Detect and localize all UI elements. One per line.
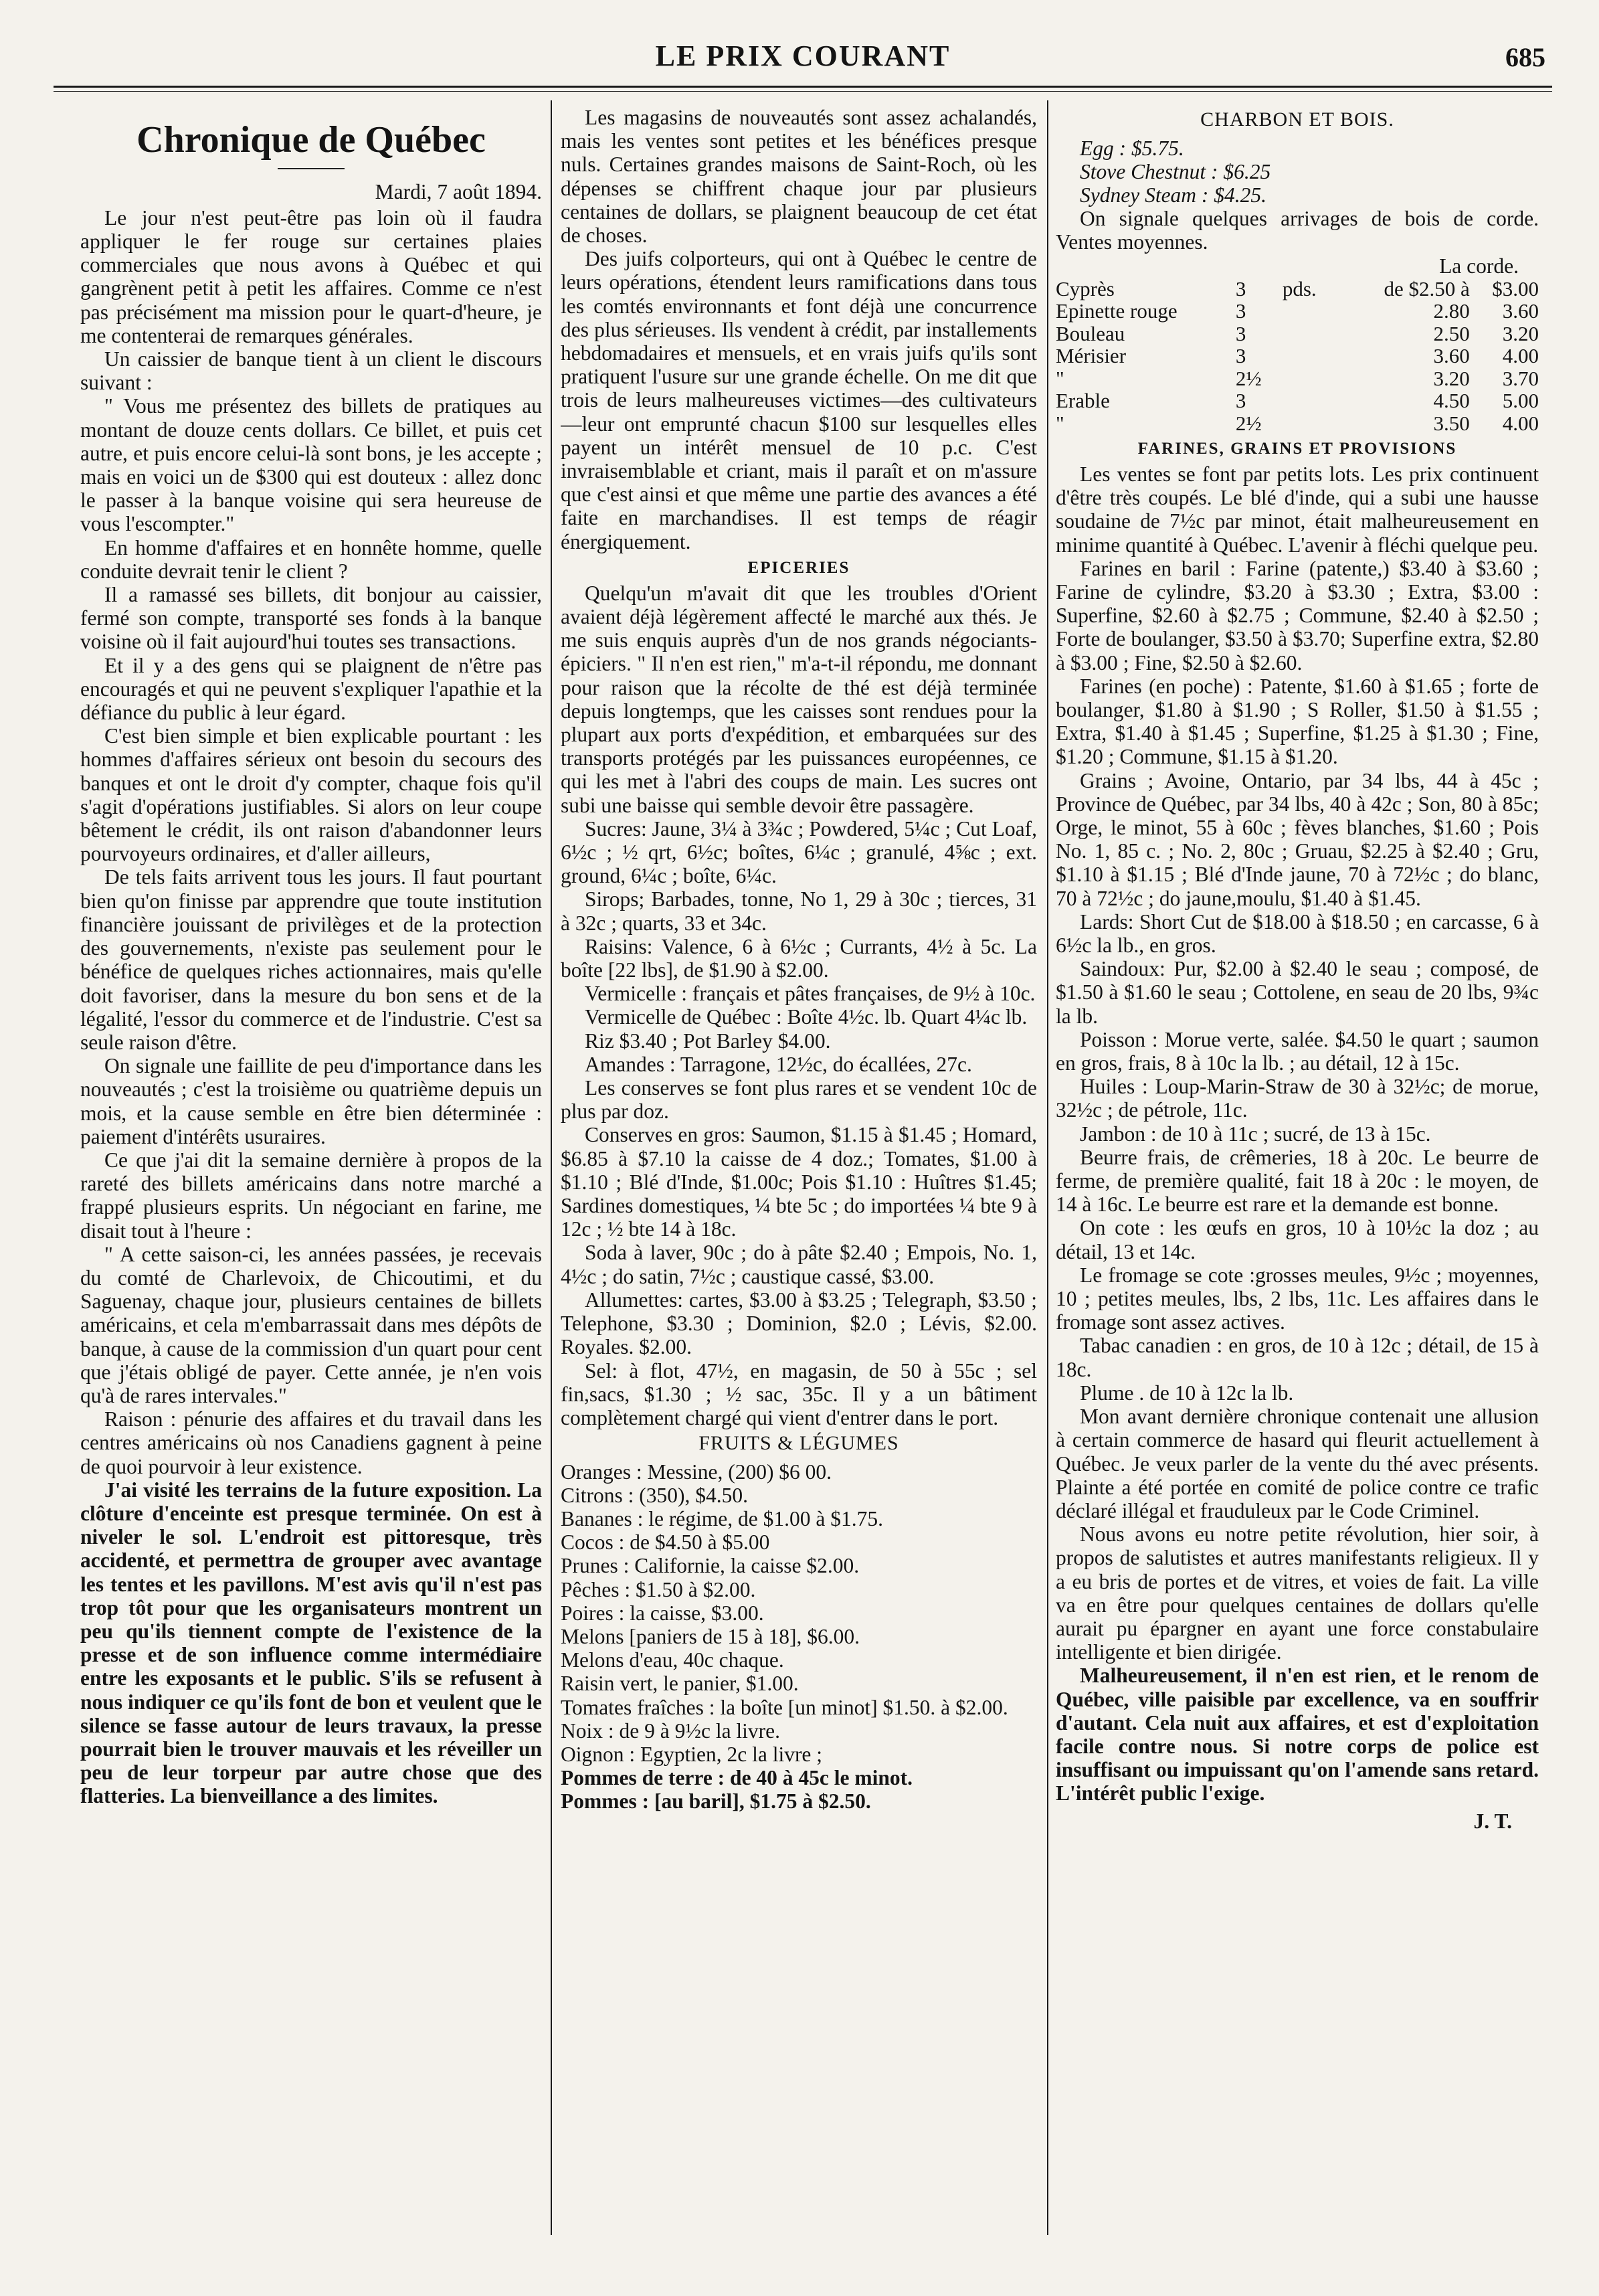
paragraph: Il a ramassé ses billets, dit bonjour au caissier, fermé son compte, transporté ses fonds à la banque voisine où il fait aujourd'hui toutes ses transactions. <box>80 583 542 654</box>
wood-cell: 3.60 <box>1433 344 1470 368</box>
price-item: Saindoux: Pur, $2.00 à $2.40 le seau ; composé, de $1.50 à $1.60 le seau ; Cottolene, en seau de 20 lbs, 9¾c la lb. <box>1056 957 1539 1028</box>
price-item: Raisin vert, le panier, $1.00. <box>561 1672 799 1696</box>
wood-row <box>1056 367 1539 389</box>
paragraph: Mon avant dernière chronique contenait une allusion à certain commerce de hasard qui fleurit actuellement à Québec. Je veux parler de la vente du thé avec présents. Plainte a été portée en comité de police contre ce trafic déclaré illégal et frauduleux par le Code Criminel. <box>1056 1405 1539 1522</box>
wood-row <box>1056 300 1539 322</box>
price-item: Melons [paniers de 15 à 18], $6.00. <box>561 1625 860 1649</box>
wood-cell <box>1283 300 1343 322</box>
wood-cell: 4.50 <box>1433 389 1470 413</box>
price-item: Noix : de 9 à 9½c la livre. <box>561 1718 781 1743</box>
wood-cell: Erable <box>1056 389 1110 413</box>
price-item: Poires : la caisse, $3.00. <box>561 1601 764 1625</box>
wood-cell <box>1283 412 1343 434</box>
price-item: Raisins: Valence, 6 à 6½c ; Currants, 4½ à 5c. La boîte [22 lbs], de $1.90 à $2.00. <box>561 934 1037 982</box>
price-item: Le fromage se cote :grosses meules, 9½c ; moyennes, 10 ; petites meules, lbs, 2 lbs, 11c. Les affaires dans le fromage sont assez actives. <box>1056 1263 1539 1334</box>
price-item: On cote : les œufs en gros, 10 à 10½c la doz ; au détail, 13 et 14c. <box>1056 1216 1539 1263</box>
paragraph: Et il y a des gens qui se plaignent de n'être pas encouragés et qui ne peuvent s'expliquer l'apathie et la défiance du public à leur égard. <box>80 653 542 725</box>
price-item: Pommes : [au baril], $1.75 à $2.50. <box>561 1789 871 1814</box>
price-item: Grains ; Avoine, Ontario, par 34 lbs, 44 à 45c ; Province de Québec, par 34 lbs, 40 à 42c ; Son, 80 à 85c; Orge, le minot, 55 à 60c ; fèves blanches, $1.60 ; Pois No. 1, 85 c. ; No. 2, 80c ; Gruau, $2.25 à $2.40 ; Gru, $1.10 à $1.15 ; Blé d'Inde jaune, 70 à 72½c ; do blanc, 70 à 72½c ; do jaune,moulu, $1.40 à $1.45. <box>1056 768 1539 910</box>
price-item: Oignon : Egyptien, 2c la livre ; <box>561 1743 823 1767</box>
wood-cell: 3 <box>1235 344 1246 368</box>
heading-dash <box>278 168 345 169</box>
price-item: Bananes : le régime, de $1.00 à $1.75. <box>561 1507 883 1531</box>
wood-cell: Mérisier <box>1056 344 1127 368</box>
price-item: Jambon : de 10 à 11c ; sucré, de 13 à 15c. <box>1080 1122 1431 1146</box>
wood-table-header: La corde. <box>1439 254 1519 278</box>
paragraph: " Vous me présentez des billets de pratiques au montant de douze cents dollars. Ce billet, et puis cet autre, et puis encore celui-là sont bons, je les accepte ; mais en voici un de $300 qui est douteux : allez donc le passer à la banque voisine qui sera heureuse de vous l'escompter." <box>80 394 542 536</box>
wood-cell: " <box>1056 411 1064 435</box>
price-item: Oranges : Messine, (200) $6 00. <box>561 1460 832 1484</box>
wood-cell: 3 <box>1235 276 1246 300</box>
wood-cell: Bouleau <box>1056 321 1125 345</box>
page-number: 685 <box>1505 42 1545 72</box>
column-chronique <box>80 106 542 2234</box>
price-item: Pommes de terre : de 40 à 45c le minot. <box>561 1766 913 1790</box>
price-item: Beurre frais, de crêmeries, 18 à 20c. Le beurre de ferme, de première qualité, fait 18 à 20c : le moyen, de 14 à 16c. Le beurre est rare et la demande est bonne. <box>1056 1145 1539 1217</box>
wood-cell: 3.60 <box>1502 299 1539 323</box>
section-heading-charbon: CHARBON ET BOIS. <box>1200 108 1394 130</box>
wood-cell <box>1283 323 1343 345</box>
price-item: Soda à laver, 90c ; do à pâte $2.40 ; Empois, No. 1, 4½c ; do satin, 7½c ; caustique cassé, $3.00. <box>561 1241 1037 1288</box>
wood-cell: 3.20 <box>1433 366 1470 390</box>
price-item: Prunes : Californie, la caisse $2.00. <box>561 1554 860 1578</box>
header-rule-thin <box>54 91 1552 92</box>
price-item: Plume . de 10 à 12c la lb. <box>1080 1381 1294 1405</box>
price-item: Allumettes: cartes, $3.00 à $3.25 ; Telegraph, $3.50 ; Telephone, $3.30 ; Dominion, $2.0 ; Lévis, $2.00. Royales. $2.00. <box>561 1288 1037 1359</box>
paragraph: Raison : pénurie des affaires et du travail dans les centres américains où nos Canadiens gagnent à peine de quoi pourvoir à leur existence. <box>80 1407 542 1478</box>
wood-cell: 2½ <box>1235 411 1262 435</box>
price-item: Farines en baril : Farine (patente,) $3.40 à $3.60 ; Farine de cylindre, $3.20 à $3.30 ; Extra, $3.00 : Superfine, $2.60 à $2.75 ; Commune, $2.40 à $2.50 ; Forte de boulanger, $3.50 à $3.70; Superfine extra, $2.80 à $3.00 ; Fine, $2.50 à $2.60. <box>1056 556 1539 675</box>
paragraph: On signale quelques arrivages de bois de corde. Ventes moyennes. <box>1056 207 1539 254</box>
price-item: Cocos : de $4.50 à $5.00 <box>561 1530 770 1555</box>
price-item: Huiles : Loup-Marin-Straw de 30 à 32½c; de morue, 32½c ; de pétrole, 11c. <box>1056 1075 1539 1122</box>
paragraph: Les conserves se font plus rares et se vendent 10c de plus par doz. <box>561 1076 1037 1124</box>
price-item: Conserves en gros: Saumon, $1.15 à $1.45 ; Homard, $6.85 à $7.10 la caisse de 4 doz.; Tomates, $1.00 à $1.10 ; Blé d'Inde, $1.00c; Pois $1.10 : Huîtres $1.45; Sardines domestiques, ¼ bte 5c ; do importées ¼ bte 9 à 12c ; ½ bte 14 à 18c. <box>561 1123 1037 1241</box>
wood-row <box>1056 412 1539 434</box>
wood-row <box>1056 323 1539 345</box>
wood-cell: 4.00 <box>1502 344 1539 368</box>
section-heading-fruits: FRUITS & LÉGUMES <box>698 1432 899 1455</box>
paragraph: De tels faits arrivent tous les jours. Il faut pourtant bien qu'on finisse par apprendre que toute institution financière jouissant de privilèges et de la protection des gouvernements, n'existe pas seulement pour le bénéfice de quelques riches actionnaires, mais qu'elle doit favoriser, dans la mesure du bon sens et de la légalité, l'essor du commerce et de l'industrie. C'est sa seule raison d'être. <box>80 865 542 1054</box>
paragraph: C'est bien simple et bien explicable pourtant : les hommes d'affaires sérieux ont besoin du secours des banques et ont le droit d'y compter, chaque fois qu'il s'agit d'opérations justifiables. Si alors on leur coupe bêtement le crédit, ils ont raison d'abandonner leurs pourvoyeurs ordinaires, et d'aller ailleurs, <box>80 724 542 866</box>
wood-row <box>1056 345 1539 367</box>
paragraph: Les ventes se font par petits lots. Les prix continuent d'être très coupés. Le blé d'inde, qui a subi une hausse soudaine de 7½c par minot, était malheureusement en minime quantité à Québec. L'avenir à fléchi quelque peu. <box>1056 462 1539 557</box>
column-epiceries <box>561 106 1037 2234</box>
paragraph: Malheureusement, il n'en est rien, et le renom de Québec, ville paisible par excellence, va en souffrir d'autant. Cela nuit aux affaires, et est d'exploitation facile contre nous. Si notre corps de police est insuffisant ou impuissant qu'on l'amende sans retard. L'intérêt public l'exige. <box>1056 1664 1539 1805</box>
wood-cell: 3 <box>1235 389 1246 413</box>
wood-cell: 2.80 <box>1433 299 1470 323</box>
price-item: Lards: Short Cut de $18.00 à $18.50 ; en carcasse, 6 à 6½c la lb., en gros. <box>1056 909 1539 958</box>
price-item: Tabac canadien : en gros, de 10 à 12c ; détail, de 15 à 18c. <box>1056 1334 1539 1381</box>
page-header <box>54 39 1552 79</box>
price-item: Poisson : Morue verte, salée. $4.50 le quart ; saumon en gros, frais, 8 à 10c la lb. ; au détail, 12 à 15c. <box>1056 1027 1539 1075</box>
article-dateline: Mardi, 7 août 1894. <box>375 179 542 203</box>
price-item: Sirops; Barbades, tonne, No 1, 29 à 30c ; tierces, 31 à 32c ; quarts, 33 et 34c. <box>561 887 1037 935</box>
article-heading: Chronique de Québec <box>136 119 486 161</box>
price-item: Pêches : $1.50 à $2.00. <box>561 1577 756 1601</box>
paragraph: Quelqu'un m'avait dit que les troubles d'Orient avaient déjà légèrement affecté le marché aux thés. Je me suis enquis auprès d'un de nos grands négociants-épiciers. " Il n'en est rien," m'a-t-il répondu, me donnant pour raison que la récolte de thé est déjà terminée depuis longtemps, que les caisses sont rendues pour la plupart aux ports d'expédition, et embarquées sur des transports protégés par les puissances européennes, ce qui les met à l'abri des coups de main. Les sucres ont subi une baisse qui semble devoir être passagère. <box>561 581 1037 817</box>
coal-price: Stove Chestnut : $6.25 <box>1080 159 1271 183</box>
coal-price: Sydney Steam : $4.25. <box>1080 183 1267 207</box>
section-heading-farines: FARINES, GRAINS ET PROVISIONS <box>1137 440 1457 458</box>
paragraph: Nous avons eu notre petite révolution, hier soir, à propos de salutistes et autres manifestants religieux. Il y a eu bris de portes et de vitres, et voies de fait. La ville va en être pour quelques centaines de dollars qu'elle aurait pu épargner en ayant une force constabulaire intelligente et bien dirigée. <box>1056 1522 1539 1664</box>
wood-cell: Epinette rouge <box>1056 299 1178 323</box>
column-charbon-farines <box>1056 106 1539 2234</box>
wood-cell <box>1283 345 1343 367</box>
section-heading-epiceries: EPICERIES <box>747 558 850 577</box>
column-divider-2 <box>1047 100 1048 2235</box>
price-item: Melons d'eau, 40c chaque. <box>561 1648 784 1672</box>
wood-cell <box>1283 367 1343 389</box>
wood-row <box>1056 278 1539 300</box>
price-item: Citrons : (350), $4.50. <box>561 1483 748 1507</box>
wood-cell: pds. <box>1282 276 1317 300</box>
wood-cell: $3.00 <box>1492 276 1539 300</box>
price-item: Vermicelle de Québec : Boîte 4½c. lb. Quart 4¼c lb. <box>585 1005 1028 1029</box>
wood-cell: 2½ <box>1235 366 1262 390</box>
wood-row <box>1056 389 1539 412</box>
wood-cell: 2.50 <box>1433 321 1470 345</box>
wood-cell: Cyprès <box>1056 276 1115 300</box>
paragraph: On signale une faillite de peu d'importance dans les nouveautés ; c'est la troisième ou quatrième depuis un mois, et la cause semble en être bien déterminée : paiement d'intérêts usuraires. <box>80 1054 542 1148</box>
wood-cell: de $2.50 à <box>1384 276 1470 300</box>
paragraph: Ce que j'ai dit la semaine dernière à propos de la rareté des billets américains dans notre marché a frappé plusieurs esprits. Un négociant en farine, me disait tout à l'heure : <box>80 1148 542 1243</box>
wood-price-table <box>1056 278 1539 434</box>
paragraph: Le jour n'est peut-être pas loin où il faudra appliquer le fer rouge sur certaines plaies commerciales que nous avons à Québec et qui gangrènent petit à petit les affaires. Comme ce n'est pas précisément ma mission pour le quart-d'heure, je me contenterai de remarques générales. <box>80 205 542 347</box>
price-item: Riz $3.40 ; Pot Barley $4.00. <box>585 1029 831 1053</box>
price-item: Farines (en poche) : Patente, $1.60 à $1.65 ; forte de boulanger, $1.80 à $1.90 ; S Roller, $1.50 à $1.55 ; Extra, $1.40 à $1.45 ; Superfine, $1.25 à $1.30 ; Fine, $1.20 ; Commune, $1.15 à $1.20. <box>1056 674 1539 769</box>
wood-cell: 3 <box>1235 321 1246 345</box>
wood-cell <box>1283 389 1343 412</box>
wood-cell: 3.20 <box>1502 321 1539 345</box>
header-rule <box>54 86 1552 88</box>
paragraph: Des juifs colporteurs, qui ont à Québec le centre de leurs opérations, étendent leurs ramifications dans tous les comtés environnants et font déjà une concurrence des plus sérieuses. Ils vendent à crédit, par installements hebdomadaires et mensuels, et en vrais juifs qu'ils sont pratiquent l'usure sur une grande échelle. On me dit que trois de leurs malheureuses victimes—des cultivateurs—leur ont emprunté chacun $100 sur lesquelles elles payent un intérêt mensuel de 10 p.c. C'est invraisemblable et criant, mais il paraît et on m'assure que c'est ainsi et que même une partie des avances a été faite en marchandises. Il est temps de réagir énergiquement. <box>561 247 1037 553</box>
price-item: Amandes : Tarragone, 12½c, do écallées, 27c. <box>585 1052 972 1076</box>
price-item: Sel: à flot, 47½, en magasin, de 50 à 55c ; sel fin,sacs, $1.30 ; ½ sac, 35c. Il y a un bâtiment complètement chargé qui vient d'entrer dans le port. <box>561 1358 1037 1429</box>
paragraph: Un caissier de banque tient à un client le discours suivant : <box>80 347 542 395</box>
wood-cell: 3.70 <box>1502 366 1539 390</box>
wood-cell: 4.00 <box>1502 411 1539 435</box>
column-divider-1 <box>551 100 552 2235</box>
coal-price: Egg : $5.75. <box>1080 136 1184 160</box>
wood-cell: 3 <box>1235 299 1246 323</box>
paragraph: Les magasins de nouveautés sont assez achalandés, mais les ventes sont petites et les bénéfices presque nuls. Certaines grandes maisons de Saint-Roch, où les dépenses se chiffrent chaque jour par plusieurs centaines de dollars, se plaignent beaucoup de cet état de choses. <box>561 106 1037 248</box>
price-item: Vermicelle : français et pâtes françaises, de 9½ à 10c. <box>585 982 1036 1006</box>
paragraph: " A cette saison-ci, les années passées, je recevais du comté de Charlevoix, de Chicoutimi, et du Saguenay, chaque jour, plusieurs centaines de billets américains, et cela m'embarrassait dans mes dépôts de banque, à cause de la commission d'un quart pour cent que j'étais obligé de payer. Cette année, je n'en vois qu'à de rares intervales." <box>80 1242 542 1407</box>
author-signature: J. T. <box>1473 1809 1512 1833</box>
price-item: Sucres: Jaune, 3¼ à 3¾c ; Powdered, 5¼c ; Cut Loaf, 6½c ; ½ qrt, 6½c; boîtes, 6¼c ; granulé, 4⅝c ; ext. ground, 6¼c ; boîte, 6¼c. <box>561 816 1037 888</box>
paragraph: J'ai visité les terrains de la future exposition. La clôture d'enceinte est presque terminée. On est à niveler le sol. L'endroit est pittoresque, très accidenté, et permettra de grouper avec avantage les tentes et les pavillons. M'est avis qu'il n'est pas trop tôt pour que les organisateurs montrent un peu qu'ils tiennent compte de l'existence de la presse et de son influence comme intermédiaire entre les exposants et le public. S'ils se refusent à nous indiquer ce qu'ils font de bon et veulent que le silence se fasse autour de leurs travaux, la presse pourrait bien le trouver mauvais et les réveiller un peu de leur torpeur par autre chose que des flatteries. La bienveillance a des limites. <box>80 1478 542 1808</box>
wood-cell: 5.00 <box>1502 389 1539 413</box>
price-item: Tomates fraîches : la boîte [un minot] $1.50. à $2.00. <box>561 1695 1008 1719</box>
wood-cell: 3.50 <box>1433 411 1470 435</box>
wood-cell: " <box>1056 366 1064 390</box>
journal-title: LE PRIX COURANT <box>655 39 951 72</box>
paragraph: En homme d'affaires et en honnête homme, quelle conduite devrait tenir le client ? <box>80 535 542 583</box>
